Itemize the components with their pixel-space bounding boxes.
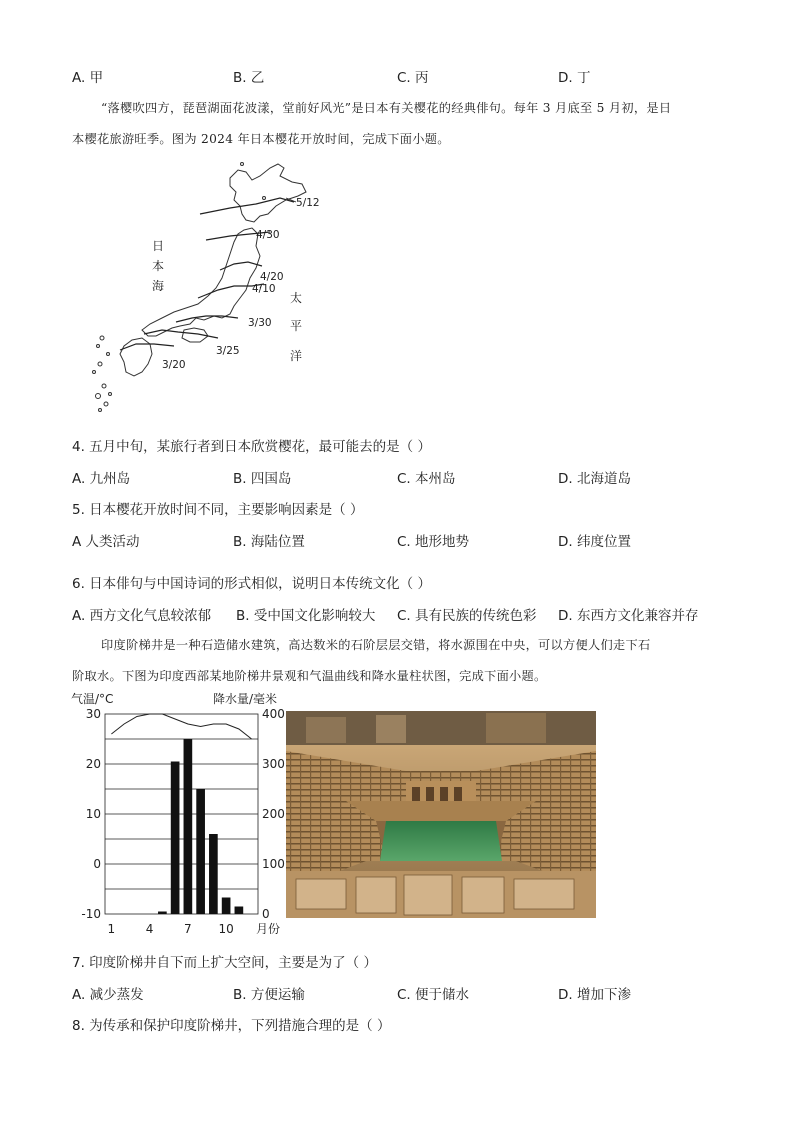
q4-option-b: B. 四国岛	[233, 471, 292, 487]
q8-stem: 8. 为传承和保护印度阶梯井，下列措施合理的是（ ）	[72, 1018, 391, 1034]
temperature-curve	[111, 714, 251, 739]
y-right-tick: 400	[262, 707, 285, 721]
q4-option-c: C. 本州岛	[397, 471, 456, 487]
precipitation-bar	[235, 907, 244, 915]
y-left-axis-title: 气温/°C	[71, 692, 114, 706]
isoline-label-3-25: 3/25	[216, 345, 240, 357]
intro2-line1: 印度阶梯井是一种石造储水建筑，高达数米的石阶层层交错，将水源围在中央，可以方便人们走下石	[101, 638, 651, 652]
q5-option-c: C. 地形地势	[397, 534, 470, 550]
isoline-label-5-12: 5/12	[296, 197, 320, 209]
y-right-tick: 200	[262, 807, 285, 821]
q7-option-d: D. 增加下渗	[558, 987, 631, 1003]
stepwell-photo	[286, 711, 596, 918]
precipitation-bar	[222, 898, 231, 915]
precipitation-bar	[209, 834, 218, 914]
q6-option-b: B. 受中国文化影响较大	[236, 608, 376, 624]
climate-chart	[68, 688, 290, 944]
q5-stem: 5. 日本樱花开放时间不同，主要影响因素是（ ）	[72, 502, 364, 518]
y-left-tick: -10	[81, 907, 101, 921]
y-left-tick: 10	[85, 807, 101, 821]
x-tick: 1	[107, 922, 116, 936]
isoline-label-4-30: 4/30	[256, 229, 280, 241]
intro1-line2: 本樱花旅游旺季。图为 2024 年日本樱花开放时间，完成下面小题。	[72, 132, 450, 146]
q3-option-d: D. 丁	[558, 70, 591, 86]
q7-option-b: B. 方便运输	[233, 987, 305, 1003]
hokkaido-outline	[230, 164, 306, 222]
x-tick: 10	[218, 922, 234, 936]
y-left-tick: 20	[85, 757, 101, 771]
sea-of-japan-label-1: 日	[152, 239, 165, 253]
q5-option-d: D. 纬度位置	[558, 534, 631, 550]
isoline-3-20	[120, 344, 174, 350]
q7-option-c: C. 便于储水	[397, 987, 470, 1003]
stepwell-illustration	[286, 711, 596, 918]
q3-option-a: A. 甲	[72, 70, 104, 86]
sea-of-japan-label-2: 本	[152, 259, 165, 273]
x-axis-title: 月份	[256, 922, 281, 936]
isoline-label-3-20: 3/20	[162, 359, 186, 371]
precipitation-bar	[196, 789, 205, 914]
q4-option-d: D. 北海道岛	[558, 471, 631, 487]
pacific-label-3: 洋	[290, 349, 303, 363]
q4-option-a: A. 九州岛	[72, 471, 131, 487]
y-right-tick: 300	[262, 757, 285, 771]
q5-option-a: A 人类活动	[72, 534, 140, 550]
x-tick: 4	[145, 922, 154, 936]
isoline-label-4-10: 4/10	[252, 283, 276, 295]
q6-option-d: D. 东西方文化兼容并存	[558, 608, 699, 624]
precipitation-bar	[184, 739, 193, 914]
intro2-line2: 阶取水。下图为印度西部某地阶梯井景观和气温曲线和降水量柱状图，完成下面小题。	[72, 669, 547, 683]
pacific-label-2: 平	[290, 319, 303, 333]
q7-option-a: A. 减少蒸发	[72, 987, 144, 1003]
q6-option-c: C. 具有民族的传统色彩	[397, 608, 537, 624]
precipitation-bar	[158, 912, 167, 915]
q6-option-a: A. 西方文化气息较浓郁	[72, 608, 212, 624]
q3-option-c: C. 丙	[397, 70, 429, 86]
isoline-label-4-20: 4/20	[260, 271, 284, 283]
q4-stem: 4. 五月中旬，某旅行者到日本欣赏樱花，最可能去的是（ ）	[72, 439, 431, 455]
x-tick: 7	[184, 922, 192, 936]
q7-stem: 7. 印度阶梯井自下而上扩大空间，主要是为了（ ）	[72, 955, 377, 971]
y-right-tick: 0	[262, 907, 270, 921]
q3-option-b: B. 乙	[233, 70, 265, 86]
pacific-label-1: 太	[290, 291, 303, 305]
sea-of-japan-label-3: 海	[152, 279, 165, 293]
y-right-axis-title: 降水量/毫米	[213, 692, 278, 706]
y-left-tick: 30	[85, 707, 101, 721]
isoline-5-12	[200, 198, 294, 214]
japan-sakura-map	[80, 158, 340, 420]
intro1-line1: “落樱吹四方，琵琶湖面花波漾，堂前好风光”是日本有关樱花的经典俳句。每年 3 月底至 5 月初，是日	[101, 101, 672, 115]
isoline-label-3-30: 3/30	[248, 317, 272, 329]
y-right-tick: 100	[262, 857, 285, 871]
q6-stem: 6. 日本俳句与中国诗词的形式相似，说明日本传统文化（ ）	[72, 576, 431, 592]
y-left-tick: 0	[93, 857, 101, 871]
precipitation-bar	[171, 762, 180, 915]
q5-option-b: B. 海陆位置	[233, 534, 305, 550]
